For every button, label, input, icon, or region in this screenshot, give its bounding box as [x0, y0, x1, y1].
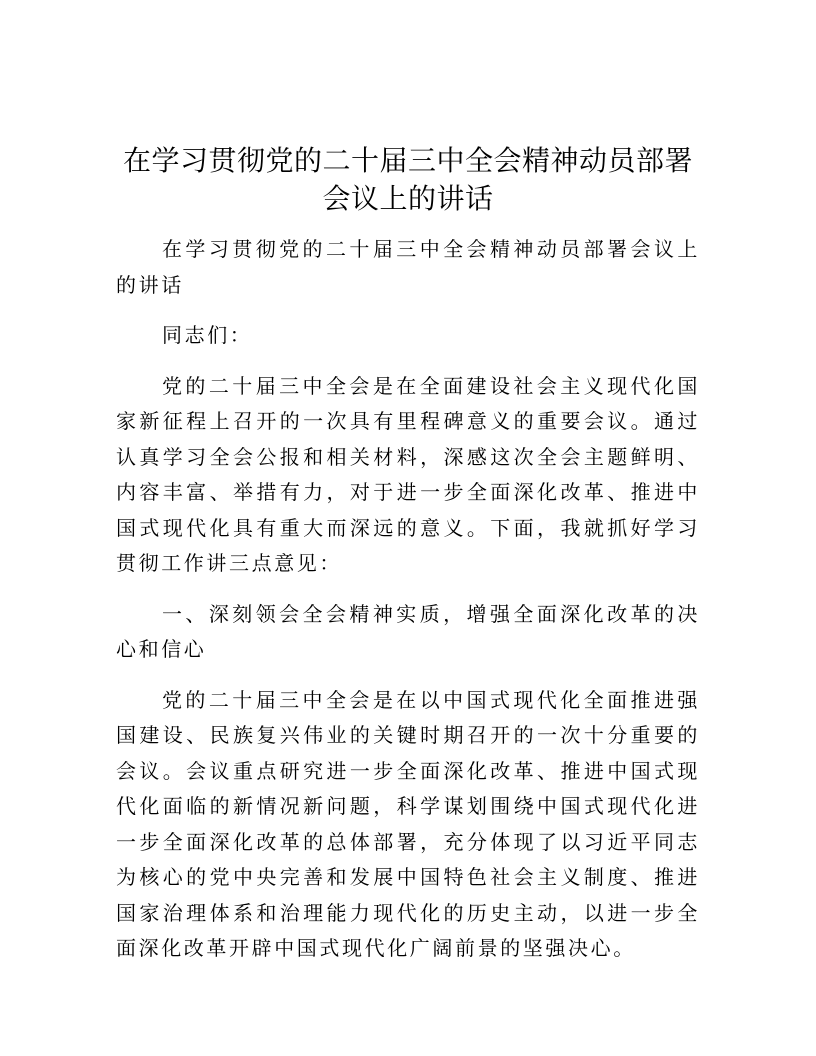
title-line-2: 会议上的讲话: [322, 182, 494, 215]
section-heading-1: 一、深刻领会全会精神实质，增强全面深化改革的决心和信心: [116, 601, 700, 661]
title-line-1: 在学习贯彻党的二十届三中全会精神动员部署: [122, 144, 693, 177]
document-body: [116, 232, 700, 982]
document-title: [100, 142, 716, 218]
paragraph-intro: 党的二十届三中全会是在全面建设社会主义现代化国家新征程上召开的一次具有里程碑意义的重要会议。通过认真学习全会公报和相关材料，深感这次全会主题鲜明、内容丰富、举措有力，对于进一步全面深化改革、推进中国式现代化具有重大而深远的意义。下面，我就抓好学习贯彻工作讲三点意见：: [116, 373, 700, 575]
paragraph-subtitle: 在学习贯彻党的二十届三中全会精神动员部署会议上的讲话: [116, 237, 700, 297]
paragraph-salutation: 同志们：: [162, 323, 253, 347]
paragraph-section-1: 党的二十届三中全会是在以中国式现代化全面推进强国建设、民族复兴伟业的关键时期召开的一次十分重要的会议。会议重点研究进一步全面深化改革、推进中国式现代化面临的新情况新问题，科学谋划围绕中国式现代化进一步全面深化改革的总体部署，充分体现了以习近平同志为核心的党中央完善和发展中国特色社会主义制度、推进国家治理体系和治理能力现代化的历史主动，以进一步全面深化改革开辟中国式现代化广阔前景的坚强决心。: [116, 687, 700, 960]
